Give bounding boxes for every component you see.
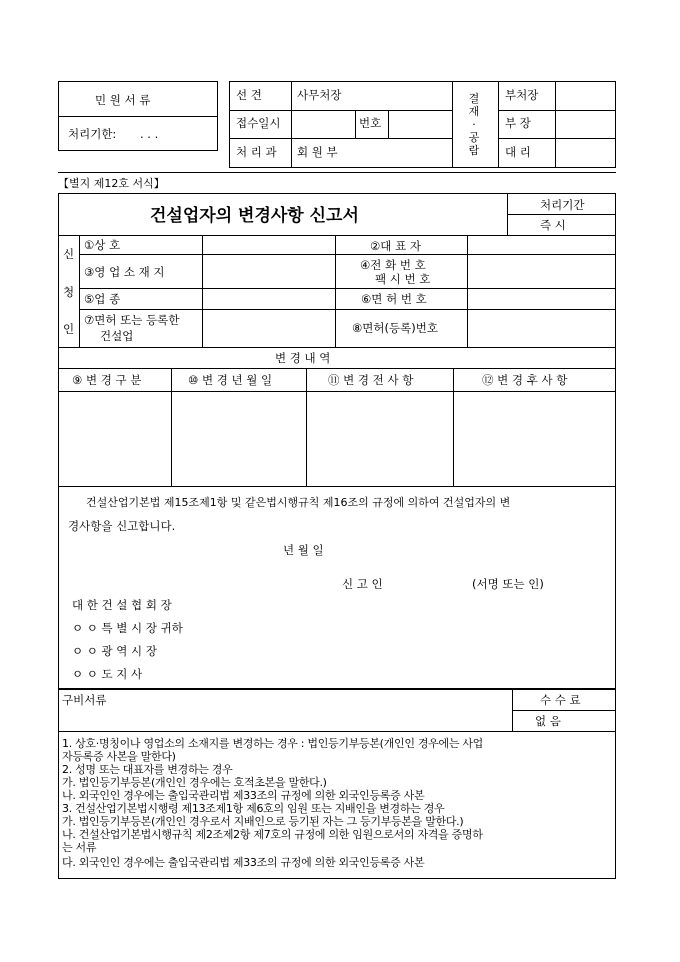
note-line-1: 1. 상호·명칭이나 영업소의 소재지를 변경하는 경우 : 법인등기부등본(개인인 경우에는 사업	[62, 737, 483, 750]
fee-label: 수 수 료	[540, 693, 581, 707]
note-line-2: 자등록증 사본을 말한다)	[62, 750, 176, 763]
representative-label: ②대 표 자	[370, 239, 421, 253]
receipt-date-label: 접수일시	[236, 116, 281, 130]
deadline-label: 처리기한:	[68, 127, 117, 141]
applicant-char-1: 신	[63, 247, 75, 261]
note-line-4: 가. 법인등기부등본(개인인 경우에는 호적초본을 말한다.)	[62, 776, 327, 789]
column-after: ⑫ 변 경 후 사 항	[482, 373, 568, 387]
recipient-4: ㅇ ㅇ 도 지 사	[72, 667, 143, 681]
change-details-heading: 변 경 내 역	[275, 351, 331, 365]
office-head-label: 사무처장	[297, 88, 342, 102]
license-number-label: ⑥면 허 번 호	[361, 292, 427, 306]
business-address-label: ③영 업 소 재 지	[84, 265, 165, 279]
license-reg-number-label: ⑧면허(등록)번호	[352, 321, 438, 335]
deadline-dots: . . .	[140, 127, 159, 141]
pre-review-label: 선 견	[236, 88, 262, 102]
agent-label: 대 리	[505, 145, 531, 159]
fee-value: 없 음	[535, 714, 561, 728]
fax-label: 팩 시 번 호	[375, 272, 431, 286]
column-change-type: ⑨ 변 경 구 분	[72, 373, 142, 387]
civil-docs-label: 민 원 서 류	[95, 93, 151, 107]
date-line: 년 월 일	[283, 543, 324, 557]
note-line-8: 나. 건설산업기본법시행규칙 제2조제2항 제7호의 규정에 의한 임원으로서의 자격을 증명하	[62, 828, 483, 841]
applicant-char-2: 청	[63, 285, 75, 299]
member-dept-label: 회 원 부	[297, 145, 338, 159]
column-change-date: ⑩ 변 경 년 월 일	[188, 373, 273, 387]
form-title: 건설업자의 변경사항 신고서	[150, 206, 359, 226]
recipient-2: ㅇ ㅇ 특 별 시 장 귀하	[72, 621, 183, 635]
phone-label: ④전 화 번 호	[360, 258, 426, 272]
deputy-head-label: 부처장	[505, 88, 539, 102]
form-number: 【별지 제12호 서식】	[58, 177, 165, 190]
required-docs-label: 구비서류	[62, 693, 107, 707]
approval-label: 결재·공람	[468, 92, 480, 157]
signature-label: (서명 또는 인)	[472, 577, 544, 591]
recipient-3: ㅇ ㅇ 광 역 시 장	[72, 644, 157, 658]
director-label: 부 장	[505, 116, 531, 130]
number-label: 번호	[359, 116, 382, 130]
approval-grid	[229, 81, 616, 168]
note-line-3: 2. 성명 또는 대표자를 변경하는 경우	[62, 763, 233, 776]
processing-period-label: 처리기간	[540, 198, 585, 212]
note-line-5: 나. 외국인인 경우에는 출입국관리법 제33조의 규정에 의한 외국인등록증 사본	[62, 789, 425, 802]
declaration-text-1: 건설산업기본법 제15조제1항 및 같은법시행규칙 제16조의 규정에 의하여 건설업자의 변	[86, 496, 511, 509]
declaration-text-2: 경사항을 신고합니다.	[68, 519, 176, 533]
licensed-business-label-1: ⑦면허 또는 등록한	[84, 313, 180, 327]
note-line-10: 다. 외국인인 경우에는 출입국관리법 제33조의 규정에 의한 외국인등록증 사본	[62, 856, 425, 869]
trade-name-label: ①상 호	[84, 238, 121, 252]
licensed-business-label-2: 건설업	[100, 329, 134, 343]
column-before: ⑪ 변 경 전 사 항	[328, 373, 414, 387]
reporter-label: 신 고 인	[342, 577, 383, 591]
business-type-label: ⑤업 종	[84, 292, 121, 306]
note-line-6: 3. 건설산업기본법시행령 제13조제1항 제6호의 임원 또는 지배인을 변경하는 경우	[62, 802, 445, 815]
processing-period-value: 즉 시	[540, 218, 566, 232]
recipient-1: 대 한 건 설 협 회 장	[72, 598, 172, 612]
applicant-char-3: 인	[63, 322, 75, 336]
note-line-7: 가. 법인등기부등본(개인인 경우로서 지배인으로 등기된 자는 그 등기부등본을 말한다.)	[62, 815, 464, 828]
note-line-9: 는 서류	[62, 841, 97, 854]
header-divider	[58, 172, 616, 173]
processing-dept-label: 처 리 과	[236, 145, 277, 159]
